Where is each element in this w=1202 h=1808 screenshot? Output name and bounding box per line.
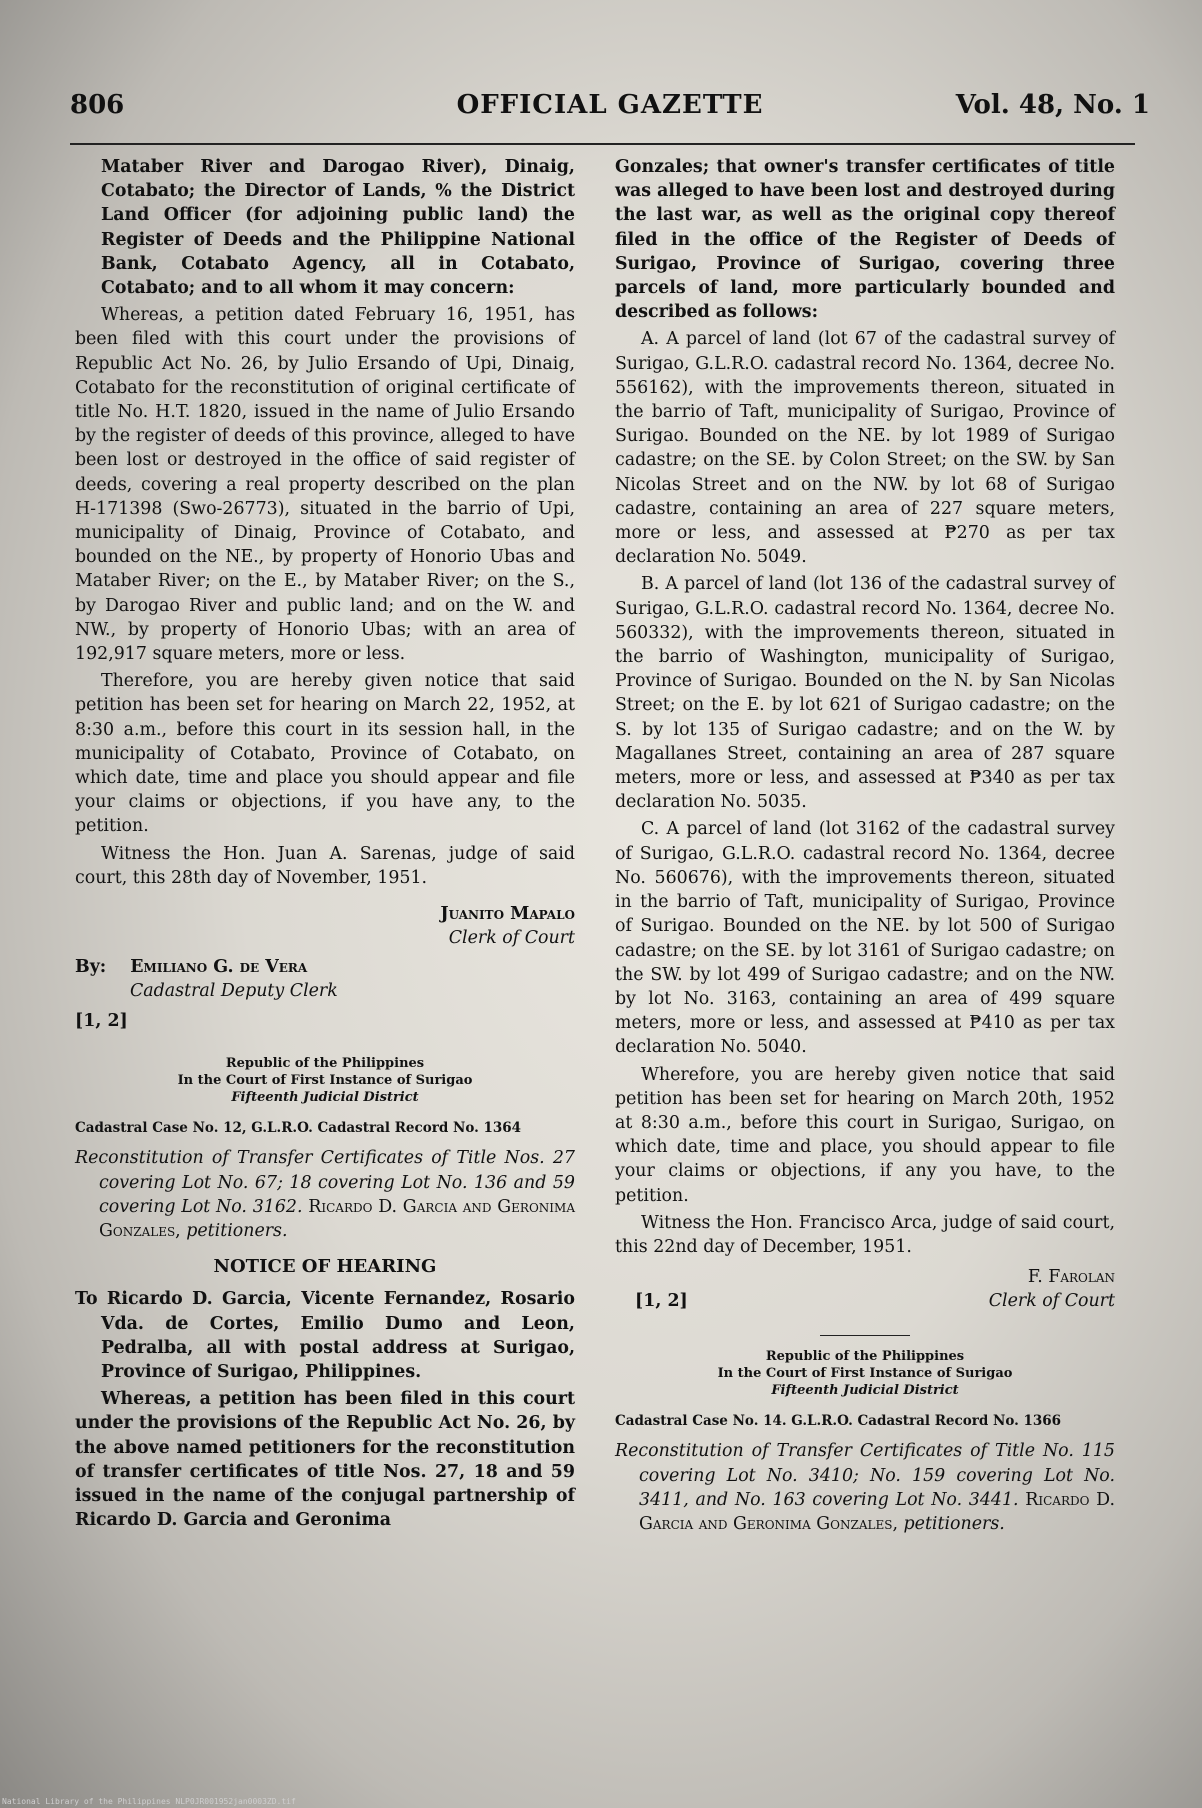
clerk-name: Juanito Mapalo — [440, 904, 575, 925]
whereas-paragraph: Whereas, a petition dated February 16, 1951, has been filed with this court under the provisions of Republic Act No. 26, by Julio Ersando of Upi, Dinaig, Cotabato for the reconstitution of original certificate of title No. H.T. 1820, issued in the name of Julio Ersando by the register of deeds of this province, alleged to have been lost or destroyed in the office of said register of deeds, covering a real property described on the plan H-171398 (Swo-26773), situated in the barrio of Upi, municipality of Dinaig, Province of Cotabato, and bounded on the NE., by property of Honorio Ubas and Mataber River; on the E., by Mataber River; on the S., by Darogao River and public land; and on the W. and NW., by property of Honorio Ubas; with an area of 192,917 square meters, more or less. — [75, 305, 575, 665]
court-line-2-right: In the Court of First Instance of Surigao — [717, 1366, 1013, 1382]
page-header — [70, 90, 1150, 140]
petitioners-label-right: petitioners. — [903, 1513, 1005, 1534]
deputy-title: Cadastral Deputy Clerk — [130, 980, 338, 1001]
court-line-1-right: Republic of the Philippines — [765, 1349, 965, 1365]
clerk-title-right: Clerk of Court — [988, 1291, 1115, 1312]
notice-title: NOTICE OF HEARING — [213, 1256, 437, 1278]
signature-row — [615, 1265, 1115, 1317]
by-label: By: — [75, 956, 107, 977]
case-number: Cadastral Case No. 12, G.L.R.O. Cadastral Record No. 1364 — [75, 1120, 522, 1137]
reconstitution-caption — [75, 1146, 575, 1243]
deputy-name: Emiliano G. de Vera — [130, 956, 308, 977]
publication-ref: [1, 2] — [75, 1010, 128, 1031]
page-number: 806 — [70, 90, 125, 120]
petitioner-names: Ricardo D. Garcia and Geronima Gonzales, — [99, 1196, 575, 1241]
right-column — [615, 155, 1115, 1536]
court-line-3-right: Fifteenth Judicial District — [771, 1383, 959, 1399]
addressee-paragraph: Mataber River and Darogao River), Dinaig, Cotabato; the Director of Lands, % the District Land Officer (for adjoining public land) the Register of Deeds and the Philippine National Bank, Cotabato Agency, all in Cotabato, Cotabato; and to all whom it may concern: — [101, 157, 575, 299]
petition-paragraph: Whereas, a petition has been filed in this court under the provisions of the Republic Act No. 26, by the above named petitioners for the reconstitution of transfer certificates of title Nos. 27, 18 and 59 issued in the name of the conjugal partnership of Ricardo D. Garcia and Geronima — [75, 1389, 575, 1531]
gazette-title: OFFICIAL GAZETTE — [456, 90, 764, 120]
reconstitution-text: Reconstitution of Transfer Certificates of Title Nos. 27 covering Lot No. 67; 18 covering Lot No. 136 and 59 covering Lot No. 3162. — [75, 1148, 575, 1217]
parcel-b: B. A parcel of land (lot 136 of the cadastral survey of Surigao, G.L.R.O. cadastral record No. 1364, decree No. 560332), with the improvements thereon, situated in the barrio of Washington, municipality of Surigao, Province of Surigao. Bounded on the N. by San Nicolas Street; on the E. by lot 621 of Surigao cadastre; on the S. by lot 135 of Surigao cadastre; and on the W. by Magallanes Street, containing an area of 287 square meters, more or less, and assessed at ₱340 as per tax declaration No. 5035. — [615, 574, 1115, 813]
clerk-title: Clerk of Court — [448, 928, 575, 949]
parcel-c: C. A parcel of land (lot 3162 of the cadastral survey of Surigao, G.L.R.O. cadastral record No. 1364, decree No. 560676), with the improvements thereon, situated in the barrio of Taft, municipality of Surigao, Province of Surigao. Bounded on the NE. by lot 500 of Surigao cadastre; on the SE. by lot 3161 of Surigao cadastre; on the SW. by lot 499 of Surigao cadastre; and on the NW. by lot No. 3163, containing an area of 499 square meters, more or less, and assessed at ₱410 as per tax declaration No. 5040. — [615, 819, 1115, 1058]
reconstitution-caption-right — [615, 1439, 1115, 1536]
petitioner-names-right: Ricardo D. Garcia and Geronima Gonzales, — [639, 1489, 1115, 1534]
witness-paragraph-right: Witness the Hon. Francisco Arca, judge of said court, this 22nd day of December, 1951. — [615, 1212, 1115, 1257]
volume-label: Vol. 48, No. 1 — [955, 90, 1150, 120]
case-number-right: Cadastral Case No. 14. G.L.R.O. Cadastral Record No. 1366 — [615, 1413, 1062, 1430]
court-line-1: Republic of the Philippines — [225, 1056, 425, 1072]
court-line-2: In the Court of First Instance of Surigao — [177, 1073, 473, 1089]
court-header-right — [615, 1348, 1115, 1399]
parcel-a: A. A parcel of land (lot 67 of the cadastral survey of Surigao, G.L.R.O. cadastral record No. 1364, decree No. 556162), with the improvements thereon, situated in the barrio of Taft, municipality of Surigao, Province of Surigao. Bounded on the NE. by lot 1989 of Surigao cadastre; on the SE. by Colon Street; on the SW. by San Nicolas Street and on the NW. by lot 68 of Surigao cadastre, containing an area of 227 square meters, more or less, and assessed at ₱270 as per tax declaration No. 5049. — [615, 329, 1115, 568]
header-rule — [70, 143, 1135, 145]
witness-paragraph: Witness the Hon. Juan A. Sarenas, judge of said court, this 28th day of November, 1951. — [75, 843, 575, 888]
clerk-name-right: F. Farolan — [1027, 1267, 1115, 1288]
wherefore-paragraph: Wherefore, you are hereby given notice that said petition has been set for hearing on March 20th, 1952 at 8:30 a.m., before this court in Surigao, Surigao, on which date, time and place, you should appear to file your claims or objections, if any you have, to the petition. — [615, 1064, 1115, 1206]
therefore-paragraph: Therefore, you are hereby given notice that said petition has been set for hearing on March 22, 1952, at 8:30 a.m., before this court in its session hall, in the municipality of Cotabato, Province of Cotabato, on which date, time and place you should appear and file your claims or objections, if you have any, to the petition. — [75, 671, 575, 837]
gazette-page — [55, 55, 1150, 1755]
to-paragraph: To Ricardo D. Garcia, Vicente Fernandez, Rosario Vda. de Cortes, Emilio Dumo and Leon, Pedralba, all with postal address at Surigao, Province of Surigao, Philippines. — [75, 1289, 575, 1382]
reconstitution-text-right: Reconstitution of Transfer Certificates of Title No. 115 covering Lot No. 3410; No. 159 covering Lot No. 3411, and No. 163 covering Lot No. 3441. — [615, 1441, 1115, 1510]
court-header — [75, 1055, 575, 1106]
continuation-paragraph: Gonzales; that owner's transfer certificates of title was alleged to have been lost and destroyed during the last war, as well as the original copy thereof filed in the office of the Register of Deeds of Surigao, Province of Surigao, covering three parcels of land, more particularly bounded and described as follows: — [615, 157, 1115, 323]
petitioners-label: petitioners. — [186, 1220, 288, 1241]
publication-ref-right: [1, 2] — [635, 1291, 688, 1312]
court-line-3: Fifteenth Judicial District — [231, 1090, 419, 1106]
by-line — [75, 955, 575, 979]
left-column — [75, 155, 575, 1535]
scan-footer: National Library of the Philippines NLP0JR001952jan0003ZD.tif — [2, 1797, 296, 1806]
section-divider — [820, 1335, 910, 1336]
